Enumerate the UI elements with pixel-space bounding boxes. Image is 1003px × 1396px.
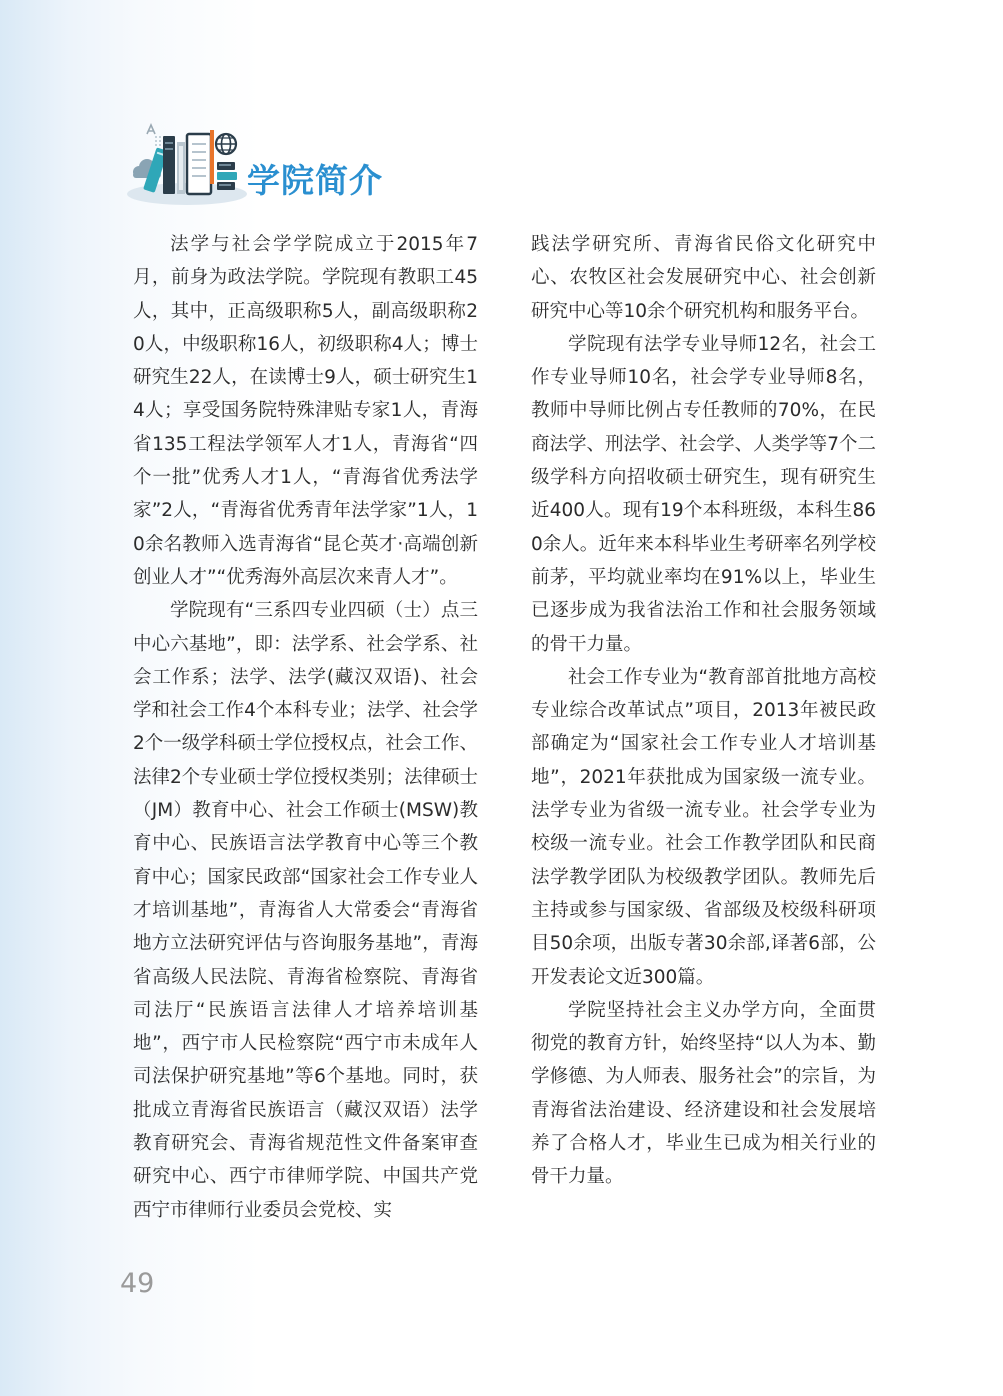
section-heading [125,122,445,212]
page-number: 49 [120,1268,155,1299]
paragraph-left-2: 学院现有“三系四专业四硕（士）点三中心六基地”，即：法学系、社会学系、社会工作系；法学、法学(藏汉双语)、社会学和社会工作4个本科专业；法学、社会学2个一级学科硕士学位授权点，社会工作、法律2个专业硕士学位授权类别；法律硕士（JM）教育中心、社会工作硕士(MSW)教育中心、民族语言法学教育中心等三个教育中心；国家民政部“国家社会工作专业人才培训基地”，青海省人大常委会“青海省地方立法研究评估与咨询服务基地”，青海省高级人民法院、青海省检察院、青海省司法厅“民族语言法律人才培养培训基地”，西宁市人民检察院“西宁市未成年人司法保护研究基地”等6个基地。同时，获批成立青海省民族语言（藏汉双语）法学教育研究会、青海省规范性文件备案审查研究中心、西宁市律师学院、中国共产党西宁市律师行业委员会党校、实 [133,600,478,1221]
paragraph-right-2: 学院现有法学专业导师12名，社会工作专业导师10名，社会学专业导师8名，教师中导师比例占专任教师的70%，在民商法学、刑法学、社会学、人类学等7个二级学科方向招收硕士研究生，现有研究生近400人。现有19个本科班级，本科生860余人。近年来本科毕业生考研率名列学校前茅，平均就业率均在91%以上，毕业生已逐步成为我省法治工作和社会服务领域的骨干力量。 [531,333,876,655]
section-title: 学院简介 [247,161,383,200]
left-column [133,228,478,1227]
books-cloud-icon [125,122,250,207]
paragraph-right-continued: 践法学研究所、青海省民俗文化研究中心、农牧区社会发展研究中心、社会创新研究中心等10余个研究机构和服务平台。 [531,234,876,322]
paragraph-right-4: 学院坚持社会主义办学方向，全面贯彻党的教育方针，始终坚持“以人为本、勤学修德、为人师表、服务社会”的宗旨，为青海省法治建设、经济建设和社会发展培养了合格人才，毕业生已成为相关行业的骨干力量。 [531,999,876,1188]
globe-icon [216,134,236,154]
right-column [531,228,876,1194]
letter-a-icon [147,125,155,134]
paragraph-right-3: 社会工作专业为“教育部首批地方高校专业综合改革试点”项目，2013年被民政部确定为“国家社会工作专业人才培训基地”，2021年获批成为国家级一流专业。法学专业为省级一流专业。社会学专业为校级一流专业。社会工作教学团队和民商法学教学团队为校级教学团队。教师先后主持或参与国家级、省部级及校级科研项目50余项，出版专著30余部,译著6部，公开发表论文近300篇。 [531,666,876,988]
paragraph-left-1: 法学与社会学学院成立于2015年7月，前身为政法学院。学院现有教职工45人，其中，正高级职称5人，副高级职称20人，中级职称16人，初级职称4人；博士研究生22人，在读博士9人，硕士研究生14人；享受国务院特殊津贴专家1人，青海省135工程法学领军人才1人，青海省“四个一批”优秀人才1人，“青海省优秀法学家”2人，“青海省优秀青年法学家”1人，10余名教师入选青海省“昆仑英才·高端创新创业人才”“优秀海外高层次来青人才”。 [133,234,478,588]
